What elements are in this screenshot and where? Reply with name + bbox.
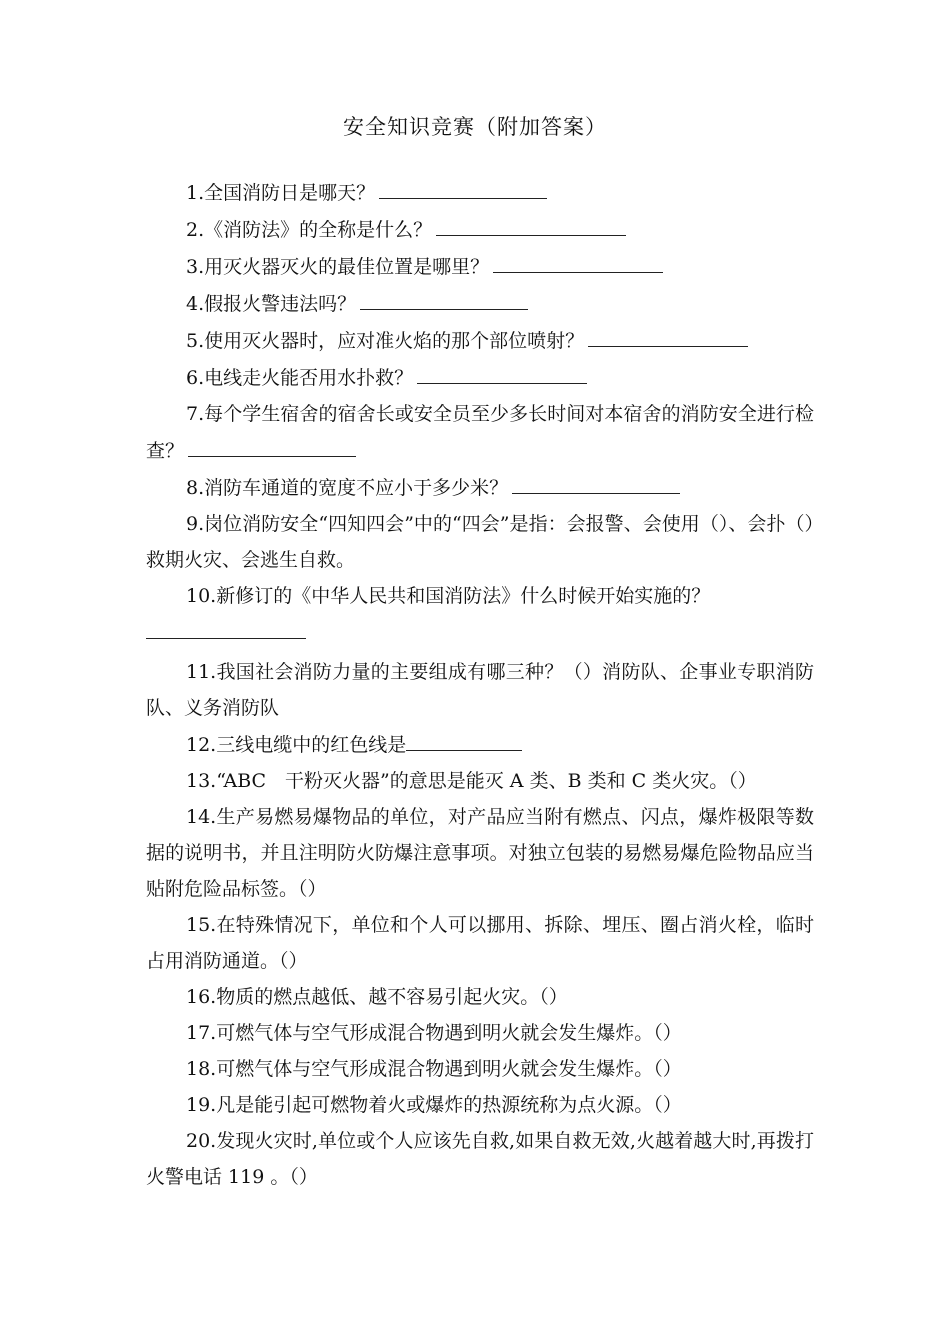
answer-blank-rule	[146, 638, 306, 639]
question-19	[146, 1087, 814, 1123]
question-6	[146, 359, 814, 396]
question-text: 6.电线走火能否用水扑救？	[186, 367, 414, 389]
question-text: 9.岗位消防安全“四知四会”中的“四会”是指：会报警、会使用（）、会扑（）救期火灾、会逃生自救。	[146, 513, 814, 571]
question-5	[146, 322, 814, 359]
answer-blank[interactable]	[417, 359, 587, 384]
question-text: 2.《消防法》的全称是什么？	[186, 219, 433, 241]
question-text: 13.“ABC 干粉灭火器”的意思是能灭 A 类、B 类和 C 类火灾。（）	[186, 770, 757, 792]
question-8	[146, 469, 814, 506]
answer-blank[interactable]	[406, 726, 522, 751]
answer-blank[interactable]	[493, 248, 663, 273]
question-list	[146, 174, 814, 1195]
question-16	[146, 979, 814, 1015]
question-4	[146, 285, 814, 322]
answer-blank[interactable]	[436, 211, 626, 236]
question-20	[146, 1123, 814, 1195]
question-3	[146, 248, 814, 285]
question-text: 18.可燃气体与空气形成混合物遇到明火就会发生爆炸。（）	[186, 1058, 682, 1080]
question-text: 4.假报火警违法吗？	[186, 293, 357, 315]
question-7	[146, 396, 814, 469]
answer-blank-line[interactable]	[146, 614, 814, 654]
question-text: 19.凡是能引起可燃物着火或爆炸的热源统称为点火源。（）	[186, 1094, 682, 1116]
question-text: 5.使用灭火器时，应对准火焰的那个部位喷射？	[186, 330, 585, 352]
answer-blank[interactable]	[588, 322, 748, 347]
question-18	[146, 1051, 814, 1087]
question-15	[146, 907, 814, 979]
answer-blank[interactable]	[188, 432, 356, 457]
question-1	[146, 174, 814, 211]
answer-blank[interactable]	[379, 174, 547, 199]
question-text: 12.三线电缆中的红色线是	[186, 734, 407, 756]
question-text: 8.消防车通道的宽度不应小于多少米？	[186, 477, 509, 499]
question-text: 3.用灭火器灭火的最佳位置是哪里？	[186, 256, 490, 278]
question-text: 17.可燃气体与空气形成混合物遇到明火就会发生爆炸。（）	[186, 1022, 682, 1044]
question-text: 1.全国消防日是哪天？	[186, 182, 376, 204]
question-9	[146, 506, 814, 578]
question-text: 10.新修订的《中华人民共和国消防法》什么时候开始实施的？	[186, 585, 711, 607]
question-11	[146, 654, 814, 726]
question-text: 16.物质的燃点越低、越不容易引起火灾。（）	[186, 986, 568, 1008]
question-text: 7.每个学生宿舍的宿舍长或安全员至少多长时间对本宿舍的消防安全进行检查？	[146, 403, 814, 462]
question-12	[146, 726, 814, 763]
answer-blank[interactable]	[512, 469, 680, 494]
answer-blank[interactable]	[360, 285, 528, 310]
question-text: 20.发现火灾时,单位或个人应该先自救,如果自救无效,火越着越大时,再拨打火警电话 119 。（）	[146, 1130, 814, 1188]
document-title: 安全知识竞赛（附加答案）	[343, 115, 607, 139]
question-text: 14.生产易燃易爆物品的单位，对产品应当附有燃点、闪点，爆炸极限等数据的说明书，并且注明防火防爆注意事项。对独立包装的易燃易爆危险物品应当贴附危险品标签。（）	[146, 806, 814, 900]
question-13	[146, 763, 814, 799]
question-17	[146, 1015, 814, 1051]
question-text: 15.在特殊情况下，单位和个人可以挪用、拆除、埋压、圈占消火栓，临时占用消防通道。（）	[146, 914, 814, 972]
question-text: 11.我国社会消防力量的主要组成有哪三种？（）消防队、企事业专职消防队、义务消防队	[146, 661, 814, 719]
question-14	[146, 799, 814, 907]
question-10	[146, 578, 814, 614]
question-2	[146, 211, 814, 248]
